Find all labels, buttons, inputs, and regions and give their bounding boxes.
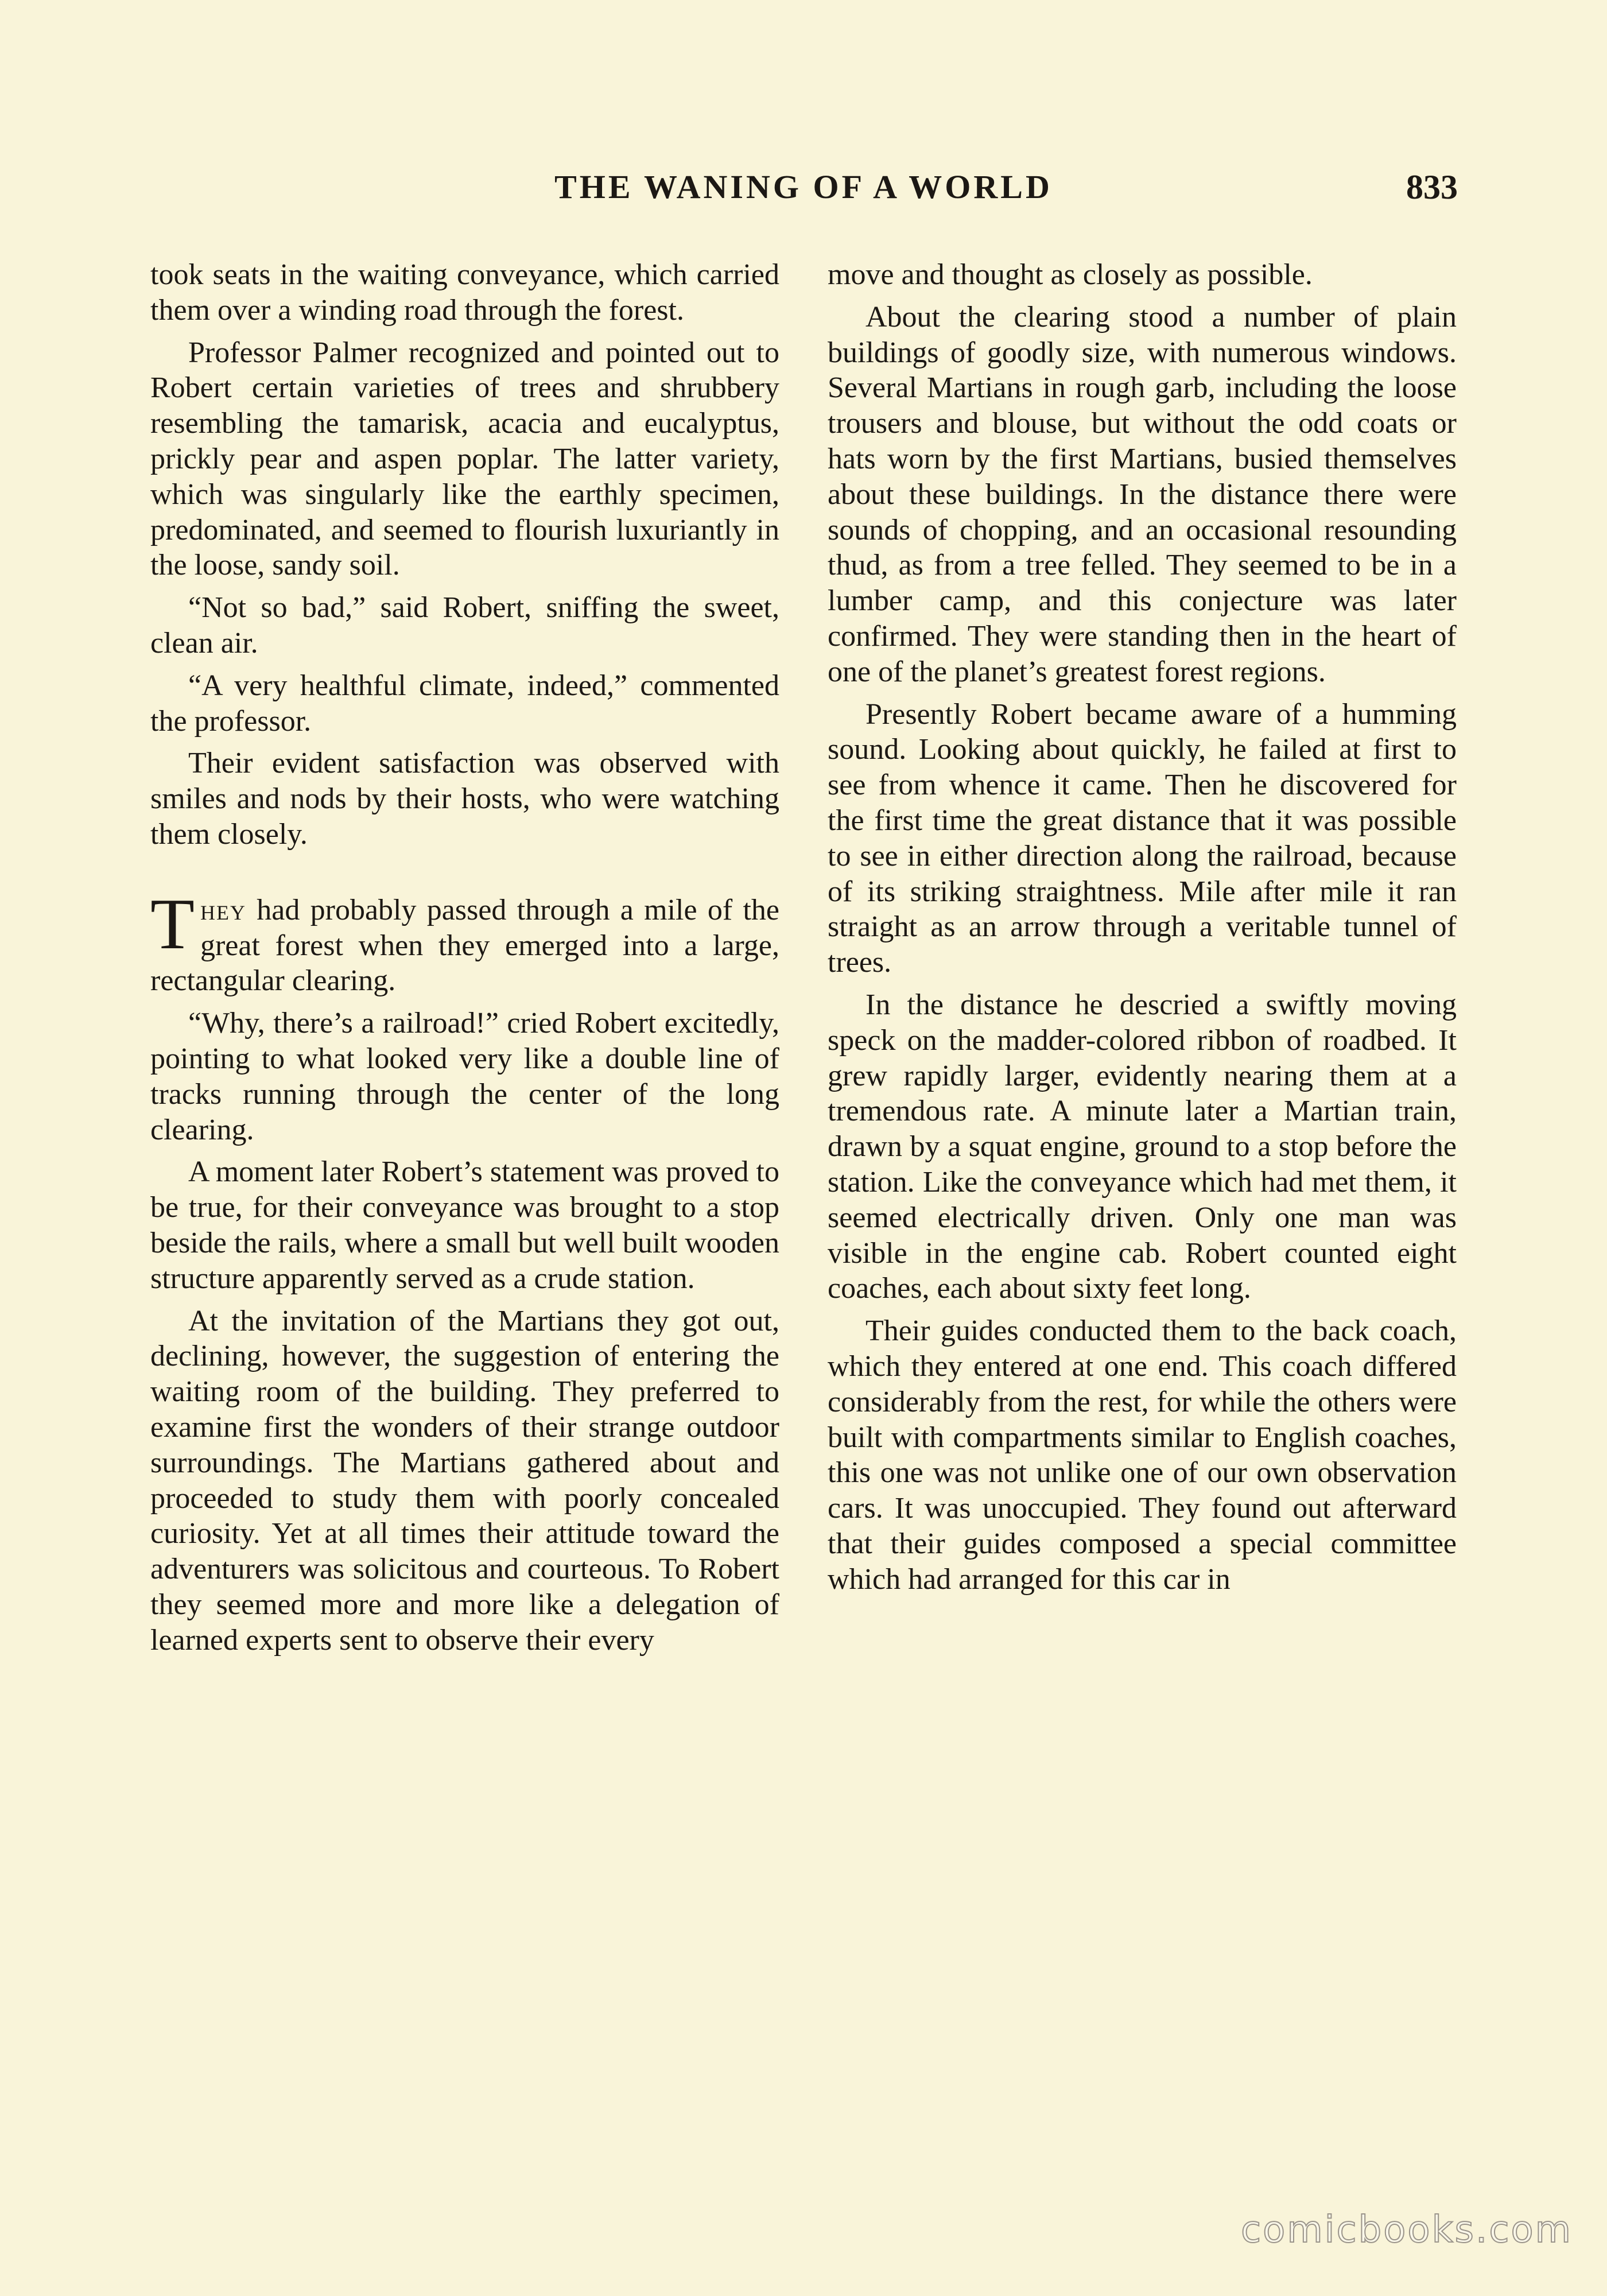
paragraph: “Why, there’s a railroad!” cried Robert excitedly, pointing to what looked very like a double line of tracks running through the center of the long clearing. [150, 1007, 779, 1146]
paragraph: Professor Palmer recognized and pointed out to Robert certain varieties of trees and shrubbery resembling the tamarisk, acacia and eucalyptus, prickly pear and aspen poplar. The latter variety, which was singularly like the earthly specimen, predominated, and seemed to flourish luxuriantly in the loose, sandy soil. [150, 336, 779, 582]
paragraph: Their evident satisfaction was observed with smiles and nods by their hosts, who were watching them closely. [150, 747, 779, 851]
paragraph: move and thought as closely as possible. [828, 258, 1313, 291]
paragraph: At the invitation of the Martians they got out, declining, however, the suggestion of entering the waiting room of the building. They preferred to examine first the wonders of their strange outdoor surroundings. The Martians gathered about and proceeded to study them with poorly concealed curiosity. Yet at all times their attitude toward the adventurers was solicitous and courteous. To Robert they seemed more and more like a delegation of learned experts sent to observe their every [150, 1304, 779, 1657]
paragraph: Their guides conducted them to the back coach, which they entered at one end. This coach differed considerably from the rest, for while the others were built with compartments similar to English coaches, this one was not unlike one of our own observation cars. It was unoccupied. They found out afterward that their guides composed a special committee which had arranged for this car in [828, 1314, 1457, 1596]
drop-cap: T [150, 884, 195, 964]
right-column [828, 257, 1457, 1604]
paragraph: A moment later Robert’s statement was proved to be true, for their conveyance was brought to a stop beside the rails, where a small but well built wooden structure apparently served as a crude station. [150, 1155, 779, 1295]
paragraph: “Not so bad,” said Robert, sniffing the sweet, clean air. [150, 591, 779, 660]
running-title: THE WANING OF A WORLD [554, 168, 1053, 205]
running-header [149, 168, 1458, 219]
paragraph: Presently Robert became aware of a humming sound. Looking about quickly, he failed at first to see from whence it came. Then he discovered for the first time the great distance that it was possible to see in either direction along the railroad, because of its striking straightness. Mile after mile it ran straight as an arrow through a veritable tunnel of trees. [828, 697, 1457, 979]
paragraph: In the distance he descried a swiftly moving speck on the madder-colored ribbon of roadbed. It grew rapidly larger, evidently nearing them at a tremendous rate. A minute later a Martian train, drawn by a squat engine, ground to a stop before the station. Like the conveyance which had met them, it seemed electrically driven. Only one man was visible in the engine cab. Robert counted eight coaches, each about sixty feet long. [828, 988, 1457, 1305]
small-caps-lead: hey [200, 893, 246, 926]
paragraph: “A very healthful climate, indeed,” commented the professor. [150, 669, 779, 738]
section-start-paragraph [150, 884, 779, 999]
watermark: comicbooks.com [1240, 2209, 1573, 2251]
paragraph-text: had probably passed through a mile of the great forest when they emerged into a large, rectangular clearing. [150, 893, 779, 998]
left-column [150, 257, 779, 1665]
paragraph: About the clearing stood a number of plain buildings of goodly size, with numerous windows. Several Martians in rough garb, including the loose trousers and blouse, but without the odd coats or hats worn by the first Martians, busied themselves about these buildings. In the distance there were sounds of chopping, and an occasional resounding thud, as from a tree felled. They seemed to be in a lumber camp, and this conjecture was later confirmed. They were standing then in the heart of one of the planet’s greatest forest regions. [828, 300, 1457, 688]
page-number: 833 [1406, 168, 1458, 206]
paragraph: took seats in the waiting conveyance, which carried them over a winding road through the forest. [150, 258, 779, 327]
